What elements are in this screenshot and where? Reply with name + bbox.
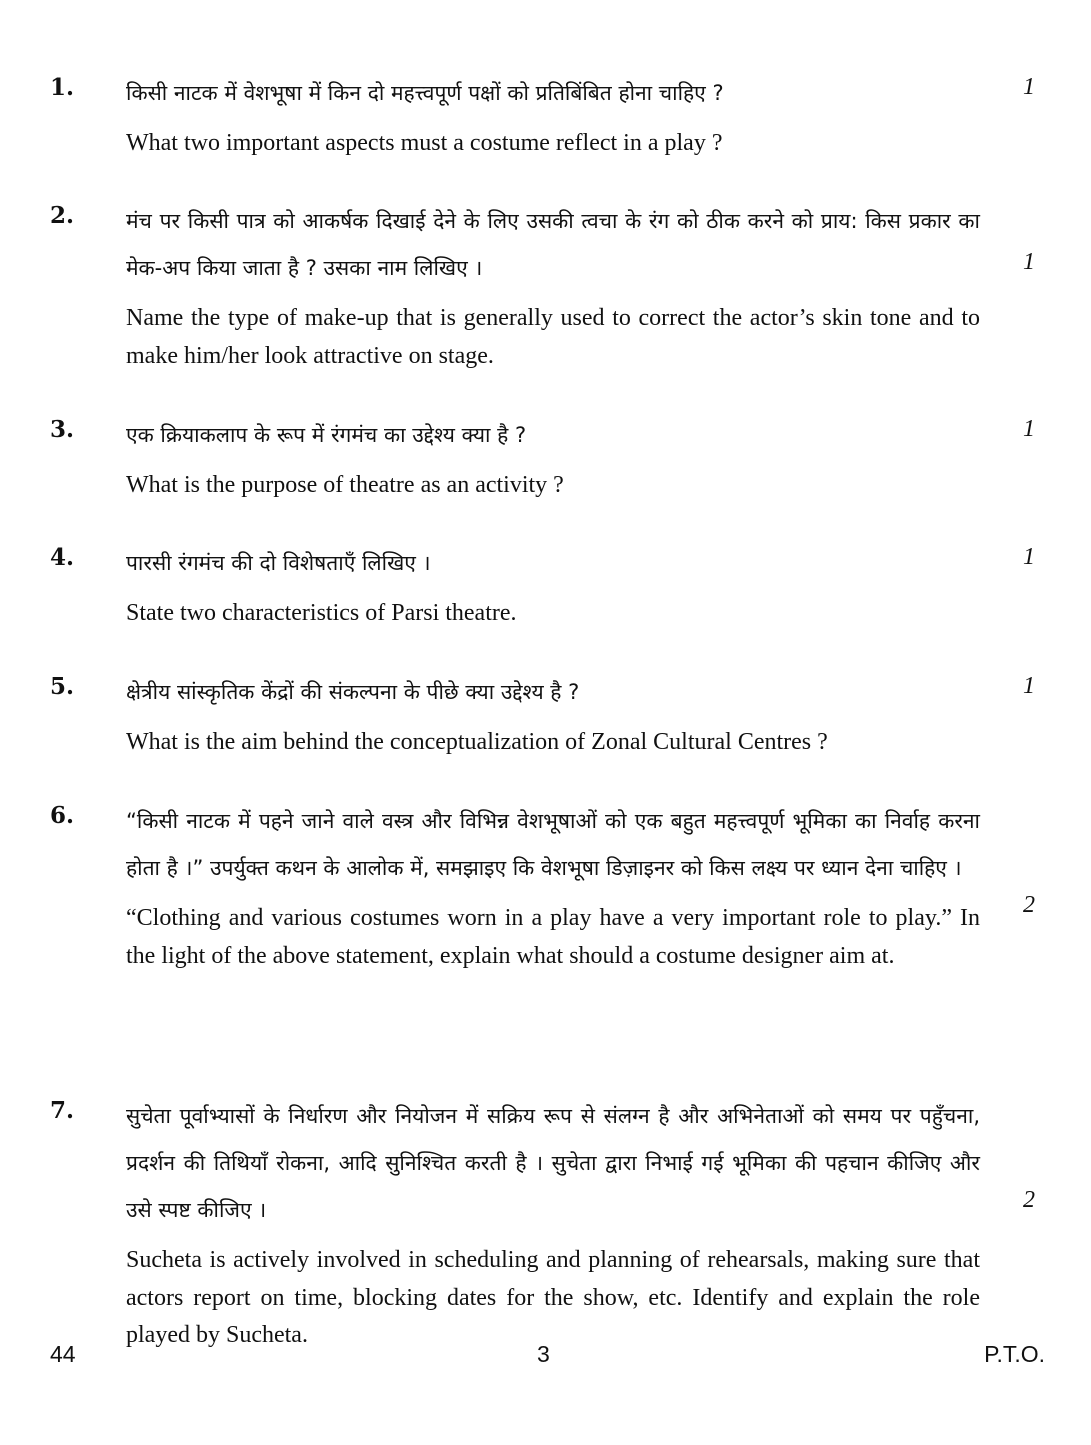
question-marks: 1	[1023, 249, 1035, 275]
footer-subject-code: 44	[50, 1341, 76, 1367]
question-body	[126, 70, 980, 163]
question-hindi-text: क्षेत्रीय सांस्कृतिक केंद्रों की संकल्पना के पीछे क्या उद्देश्य है ?	[126, 680, 580, 704]
question-english-text: What is the purpose of theatre as an activity ?	[126, 472, 564, 498]
footer-pto: P.T.O.	[984, 1341, 1045, 1367]
question-hindi-text: पारसी रंगमंच की दो विशेषताएँ लिखिए ।	[126, 551, 431, 575]
question-marks: 1	[1023, 74, 1035, 100]
question-marks: 2	[1023, 892, 1035, 918]
question-body	[126, 540, 980, 633]
question-english-text: What two important aspects must a costume reflect in a play ?	[126, 130, 723, 156]
question-number: 5.	[50, 673, 75, 700]
footer-page-number: 3	[537, 1341, 550, 1367]
question-number: 1.	[50, 74, 75, 101]
question-english-text: What is the aim behind the conceptualization of Zonal Cultural Centres ?	[126, 729, 828, 755]
question-english-text: State two characteristics of Parsi theatre.	[126, 600, 517, 626]
question-body	[126, 669, 980, 762]
question-body	[126, 412, 980, 505]
question-number: 3.	[50, 416, 75, 443]
question-number: 6.	[50, 802, 75, 829]
question-hindi-text: मंच पर किसी पात्र को आकर्षक दिखाई देने के लिए उसकी त्वचा के रंग को ठीक करने को प्राय: किस प्रकार का मेक-अप किया जाता है ? उसका नाम लिखिए ।	[126, 209, 980, 280]
question-hindi-text: किसी नाटक में वेशभूषा में किन दो महत्त्वपूर्ण पक्षों को प्रतिबिंबित होना चाहिए ?	[126, 81, 724, 105]
question-number: 2.	[50, 202, 75, 229]
question-marks: 1	[1023, 673, 1035, 699]
question-hindi-text: सुचेता पूर्वाभ्यासों के निर्धारण और नियोजन में सक्रिय रूप से संलग्न है और अभिनेताओं को समय पर पहुँचना, प्रदर्शन की तिथियाँ रोकना, आदि सुनिश्चित करती है । सुचेता द्वारा निभाई गई भूमिका की पहचान कीजिए और उसे स्पष्ट कीजिए ।	[126, 1104, 980, 1222]
question-english-text: “Clothing and various costumes worn in a play have a very important role to play.” In the light of the above statement, explain what should a costume designer aim at.	[126, 905, 980, 969]
question-english-text: Sucheta is actively involved in scheduling and planning of rehearsals, making sure that actors report on time, blocking dates for the show, etc. Identify and explain the role played by Sucheta.	[126, 1247, 980, 1348]
question-number: 4.	[50, 544, 75, 571]
question-hindi-text: “किसी नाटक में पहने जाने वाले वस्त्र और विभिन्न वेशभूषाओं को एक बहुत महत्त्वपूर्ण भूमिका का निर्वाह करना होता है ।” उपर्युक्त कथन के आलोक में, समझाइए कि वेशभूषा डिज़ाइनर को किस लक्ष्य पर ध्यान देना चाहिए ।	[126, 809, 980, 880]
question-marks: 2	[1023, 1187, 1035, 1213]
question-number: 7.	[50, 1097, 75, 1124]
question-english-text: Name the type of make-up that is generally used to correct the actor’s skin tone and to make him/her look attractive on stage.	[126, 305, 980, 369]
question-body	[126, 798, 980, 975]
question-body	[126, 198, 980, 375]
question-body	[126, 1093, 980, 1355]
question-marks: 1	[1023, 544, 1035, 570]
question-hindi-text: एक क्रियाकलाप के रूप में रंगमंच का उद्देश्य क्या है ?	[126, 423, 527, 447]
question-marks: 1	[1023, 416, 1035, 442]
